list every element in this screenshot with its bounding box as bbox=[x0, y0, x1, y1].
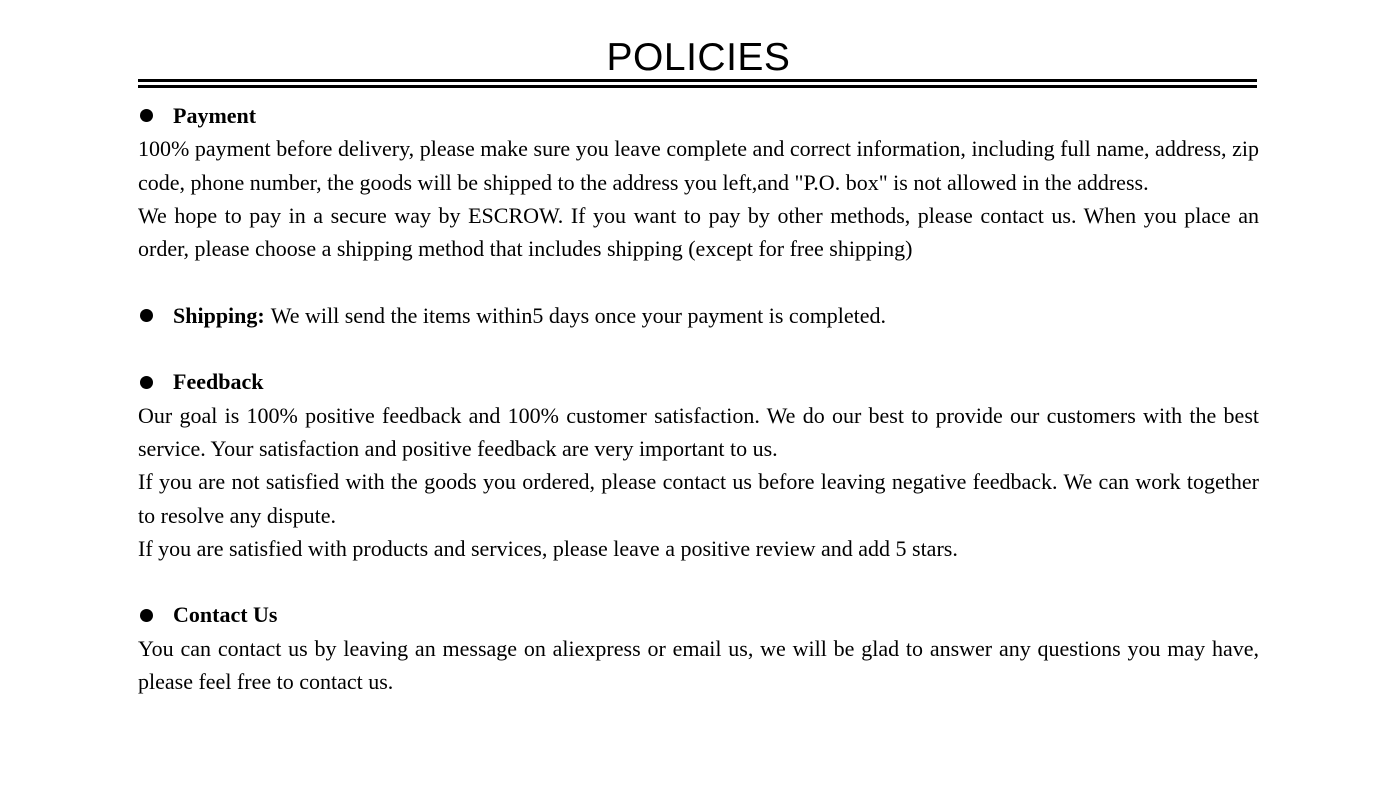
feedback-section bbox=[138, 365, 1259, 565]
bullet-icon bbox=[140, 309, 153, 322]
feedback-paragraph-1: Our goal is 100% positive feedback and 100% customer satisfaction. We do our best to provide our customers with the best service. Your satisfaction and positive feedback are very important to us. bbox=[138, 402, 1259, 461]
contact-heading-label: Contact Us bbox=[173, 602, 278, 628]
payment-paragraph-2: We hope to pay in a secure way by ESCROW. If you want to pay by other methods, please contact us. When you place an order, please choose a shipping method that includes shipping (except for free shipping) bbox=[138, 202, 1259, 262]
feedback-heading-label: Feedback bbox=[173, 369, 264, 395]
contact-section bbox=[138, 598, 1259, 698]
feedback-heading bbox=[138, 365, 1259, 398]
contact-paragraph-1: You can contact us by leaving an message on aliexpress or email us, we will be glad to answer any questions you may have, please feel free to contact us. bbox=[138, 635, 1259, 695]
bullet-icon bbox=[140, 109, 153, 122]
title-double-rule bbox=[138, 79, 1257, 88]
shipping-heading bbox=[138, 299, 1259, 332]
shipping-section bbox=[138, 299, 1259, 332]
payment-heading bbox=[138, 99, 1259, 132]
payment-paragraph-1: 100% payment before delivery, please make sure you leave complete and correct information, including full name, address, zip code, phone number, the goods will be shipped to the address you left,and "P.O. box" is not allowed in the address. bbox=[138, 136, 1259, 195]
bullet-icon bbox=[140, 609, 153, 622]
contact-heading bbox=[138, 598, 1259, 631]
payment-section bbox=[138, 99, 1259, 265]
feedback-paragraph-2: If you are not satisfied with the goods you ordered, please contact us before leaving negative feedback. We can work together to resolve any dispute. bbox=[138, 469, 1259, 528]
bullet-icon bbox=[140, 376, 153, 389]
shipping-heading-label: Shipping: bbox=[173, 302, 265, 328]
payment-heading-label: Payment bbox=[173, 103, 257, 128]
shipping-text: We will send the items within5 days once your payment is completed. bbox=[270, 302, 887, 328]
policies-content bbox=[138, 99, 1259, 698]
feedback-paragraph-3: If you are satisfied with products and services, please leave a positive review and add 5 stars. bbox=[138, 535, 958, 561]
page-title: POLICIES bbox=[606, 36, 791, 79]
